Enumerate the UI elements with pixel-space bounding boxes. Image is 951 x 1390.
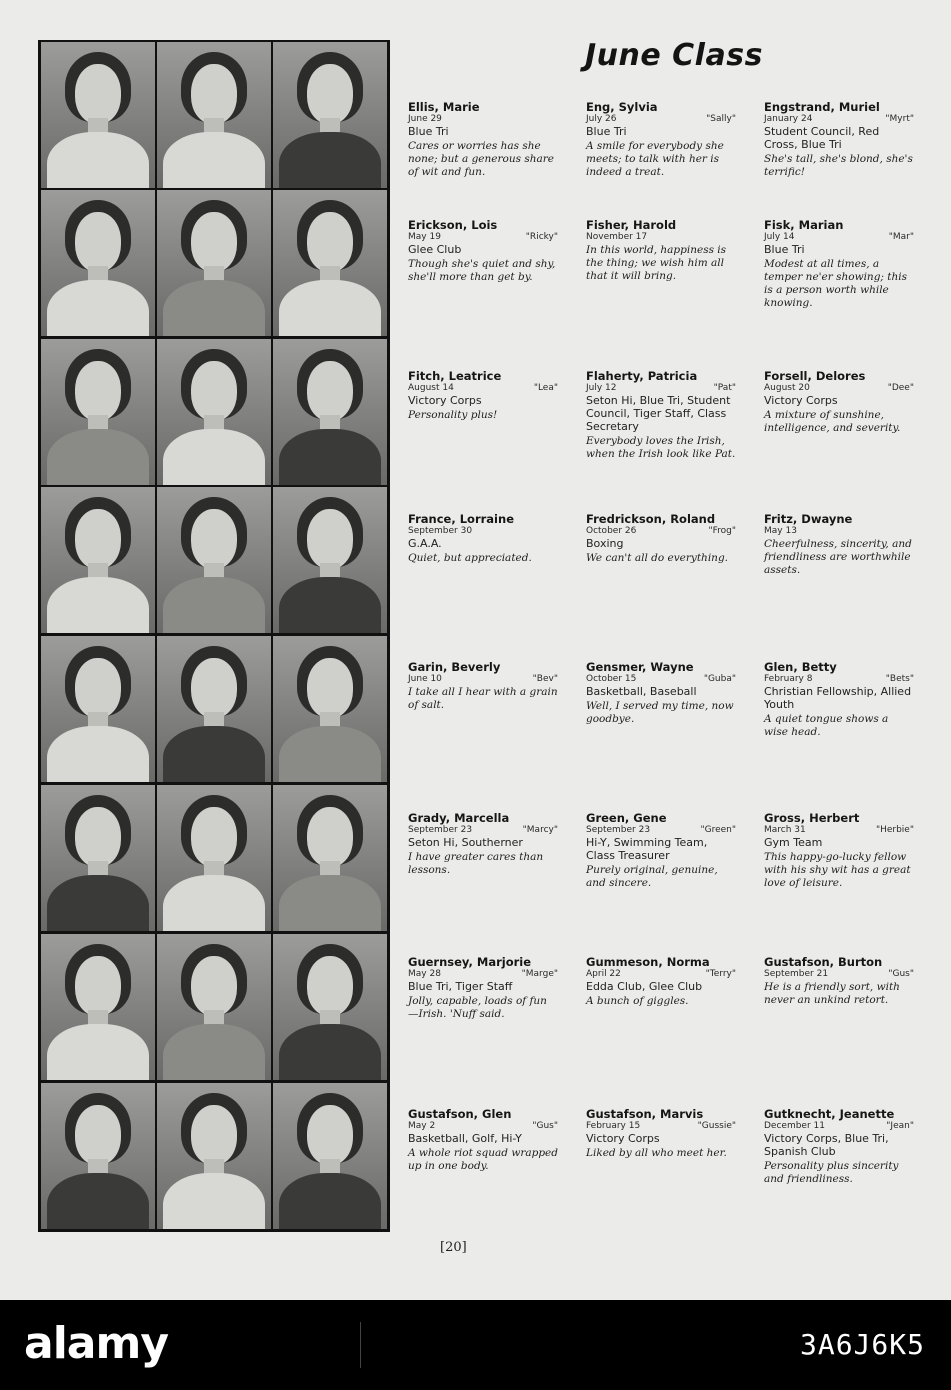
- student-name: Glen, Betty: [764, 660, 837, 674]
- birth-date: June 10: [408, 674, 442, 684]
- portrait-photo: [41, 487, 155, 633]
- activities: G.A.A.: [408, 537, 442, 550]
- student-name: Guernsey, Marjorie: [408, 955, 532, 969]
- birth-date-row: [408, 232, 558, 242]
- birth-date-row: [586, 825, 736, 835]
- birth-date-row: [586, 114, 736, 124]
- birth-date: February 15: [586, 1121, 641, 1131]
- student-entry: [586, 100, 736, 179]
- nickname: "Gussie": [697, 1121, 736, 1131]
- portrait-photo: [157, 636, 271, 782]
- activities: Glee Club: [408, 243, 462, 256]
- activities: Basketball, Golf, Hi-Y: [408, 1132, 522, 1145]
- activities: Blue Tri: [586, 125, 627, 138]
- nickname: "Bev": [532, 674, 558, 684]
- birth-date: September 30: [408, 526, 473, 536]
- nickname: "Ricky": [525, 232, 558, 242]
- birth-date-row: [408, 969, 558, 979]
- birth-date: June 29: [408, 114, 442, 124]
- student-name: Gustafson, Marvis: [586, 1107, 704, 1121]
- portrait-photo: [41, 636, 155, 782]
- birth-date-row: [764, 1121, 914, 1131]
- nickname: "Marcy": [522, 825, 558, 835]
- birth-date-row: [586, 232, 736, 242]
- portrait-photo: [273, 1083, 387, 1229]
- page-title: June Class: [585, 38, 763, 73]
- nickname: "Dee": [887, 383, 914, 393]
- student-name: Ellis, Marie: [408, 100, 480, 114]
- student-name: Garin, Beverly: [408, 660, 501, 674]
- student-name: Fisk, Marian: [764, 218, 844, 232]
- birth-date: April 22: [586, 969, 621, 979]
- student-entry: [586, 512, 736, 565]
- portrait-photo: [41, 339, 155, 485]
- nickname: "Jean": [886, 1121, 914, 1131]
- birth-date: September 23: [586, 825, 651, 835]
- activities: Gym Team: [764, 836, 823, 849]
- portrait-photo: [273, 934, 387, 1080]
- student-entry: [408, 218, 558, 284]
- student-name: Gummeson, Norma: [586, 955, 710, 969]
- student-entry: [764, 218, 914, 310]
- quote: We can't all do everything.: [586, 552, 729, 564]
- student-entry: [586, 218, 736, 283]
- birth-date: August 14: [408, 383, 454, 393]
- student-name: Fredrickson, Roland: [586, 512, 716, 526]
- birth-date: May 2: [408, 1121, 436, 1131]
- student-entry: [408, 1107, 558, 1173]
- nickname: "Mar": [888, 232, 914, 242]
- birth-date: July 14: [764, 232, 795, 242]
- birth-date-row: [764, 526, 914, 536]
- student-entry: [764, 955, 914, 1007]
- student-entry: [408, 512, 558, 565]
- quote: I have greater cares than lessons.: [408, 851, 544, 876]
- birth-date-row: [586, 969, 736, 979]
- student-entry: [408, 369, 558, 422]
- quote: Modest at all times, a temper ne'er showing; this is a person worth while knowing.: [764, 258, 908, 309]
- student-name: Grady, Marcella: [408, 811, 510, 825]
- nickname: "Gus": [532, 1121, 558, 1131]
- birth-date: May 28: [408, 969, 441, 979]
- portrait-photo: [41, 934, 155, 1080]
- birth-date: February 8: [764, 674, 813, 684]
- nickname: "Lea": [533, 383, 558, 393]
- activities: Hi-Y, Swimming Team, Class Treasurer: [586, 836, 708, 862]
- activities: Boxing: [586, 537, 624, 550]
- quote: Quiet, but appreciated.: [408, 552, 532, 564]
- portrait-photo: [157, 934, 271, 1080]
- birth-date-row: [586, 526, 736, 536]
- portrait-photo: [157, 785, 271, 931]
- portrait-photo: [157, 190, 271, 336]
- student-entry: [764, 100, 914, 179]
- birth-date-row: [764, 969, 914, 979]
- student-entry: [408, 811, 558, 877]
- birth-date-row: [586, 1121, 736, 1131]
- quote: I take all I hear with a grain of salt.: [408, 686, 558, 711]
- student-name: Gutknecht, Jeanette: [764, 1107, 895, 1121]
- quote: A bunch of giggles.: [586, 995, 689, 1007]
- quote: Everybody loves the Irish, when the Irish look like Pat.: [586, 435, 736, 460]
- quote: Though she's quiet and shy, she'll more than get by.: [408, 258, 556, 283]
- student-name: France, Lorraine: [408, 512, 514, 526]
- student-entry: [764, 512, 914, 577]
- student-name: Engstrand, Muriel: [764, 100, 880, 114]
- student-name: Gensmer, Wayne: [586, 660, 694, 674]
- student-entry: [764, 811, 914, 890]
- portrait-photo: [273, 339, 387, 485]
- activities: Edda Club, Glee Club: [586, 980, 703, 993]
- portrait-photo: [273, 42, 387, 188]
- nickname: "Guba": [703, 674, 736, 684]
- page-number: [20]: [440, 1240, 467, 1255]
- birth-date-row: [586, 674, 736, 684]
- image-code: 3A6J6K5: [799, 1328, 925, 1361]
- student-entry: [586, 811, 736, 890]
- quote: A smile for everybody she meets; to talk with her is indeed a treat.: [586, 140, 724, 178]
- activities: Victory Corps, Blue Tri, Spanish Club: [764, 1132, 889, 1158]
- birth-date-row: [764, 114, 914, 124]
- portrait-photo: [41, 190, 155, 336]
- portrait-photo: [273, 190, 387, 336]
- birth-date: August 20: [764, 383, 810, 393]
- nickname: "Marge": [521, 969, 558, 979]
- birth-date: March 31: [764, 825, 806, 835]
- quote: A quiet tongue shows a wise head.: [764, 713, 889, 738]
- birth-date-row: [764, 674, 914, 684]
- portrait-photo: [41, 1083, 155, 1229]
- student-name: Fritz, Dwayne: [764, 512, 853, 526]
- nickname: "Gus": [888, 969, 914, 979]
- portrait-photo: [157, 1083, 271, 1229]
- birth-date-row: [408, 1121, 558, 1131]
- portrait-photo: [273, 636, 387, 782]
- birth-date-row: [764, 383, 914, 393]
- activities: Blue Tri: [408, 125, 449, 138]
- nickname: "Frog": [708, 526, 736, 536]
- birth-date: November 17: [586, 232, 648, 242]
- student-name: Erickson, Lois: [408, 218, 498, 232]
- birth-date: July 12: [586, 383, 617, 393]
- quote: Cheerfulness, sincerity, and friendliness are worthwhile assets.: [764, 538, 912, 576]
- portrait-photo: [273, 785, 387, 931]
- birth-date-row: [764, 232, 914, 242]
- portrait-photo: [157, 42, 271, 188]
- quote: Well, I served my time, now goodbye.: [586, 700, 734, 725]
- quote: This happy-go-lucky fellow with his shy wit has a great love of leisure.: [764, 851, 911, 889]
- birth-date: September 21: [764, 969, 829, 979]
- quote: He is a friendly sort, with never an unkind retort.: [764, 981, 900, 1006]
- quote: Purely original, genuine, and sincere.: [586, 864, 718, 889]
- quote: A whole riot squad wrapped up in one body.: [408, 1147, 558, 1172]
- birth-date-row: [586, 383, 736, 393]
- footer-divider: [360, 1322, 361, 1368]
- student-name: Flaherty, Patricia: [586, 369, 698, 383]
- birth-date-row: [408, 825, 558, 835]
- activities: Seton Hi, Blue Tri, Student Council, Tiger Staff, Class Secretary: [586, 394, 731, 433]
- birth-date-row: [408, 526, 558, 536]
- birth-date: May 19: [408, 232, 441, 242]
- birth-date-row: [408, 674, 558, 684]
- student-name: Fitch, Leatrice: [408, 369, 502, 383]
- student-entry: [408, 660, 558, 712]
- student-name: Fisher, Harold: [586, 218, 677, 232]
- nickname: "Herbie": [875, 825, 914, 835]
- birth-date: January 24: [764, 114, 813, 124]
- student-entry: [586, 1107, 736, 1160]
- birth-date-row: [764, 825, 914, 835]
- student-name: Forsell, Delores: [764, 369, 866, 383]
- portrait-photo: [273, 487, 387, 633]
- birth-date: December 11: [764, 1121, 825, 1131]
- nickname: "Pat": [713, 383, 736, 393]
- nickname: "Myrt": [885, 114, 914, 124]
- activities: Victory Corps: [586, 1132, 660, 1145]
- activities: Basketball, Baseball: [586, 685, 697, 698]
- birth-date: October 26: [586, 526, 637, 536]
- student-entry: [408, 955, 558, 1021]
- activities: Victory Corps: [408, 394, 482, 407]
- portrait-photo: [157, 487, 271, 633]
- quote: She's tall, she's blond, she's terrific!: [764, 153, 913, 178]
- nickname: "Sally": [706, 114, 736, 124]
- activities: Victory Corps: [764, 394, 838, 407]
- birth-date-row: [408, 114, 558, 124]
- quote: Cares or worries has she none; but a generous share of wit and fun.: [408, 140, 554, 178]
- stock-footer: [0, 1300, 951, 1390]
- student-entry: [586, 660, 736, 726]
- quote: A mixture of sunshine, intelligence, and severity.: [764, 409, 901, 434]
- student-name: Green, Gene: [586, 811, 667, 825]
- birth-date: May 13: [764, 526, 797, 536]
- student-entry: [586, 955, 736, 1008]
- student-name: Gustafson, Glen: [408, 1107, 512, 1121]
- quote: Personality plus!: [408, 409, 498, 421]
- student-name: Gross, Herbert: [764, 811, 860, 825]
- nickname: "Terry": [705, 969, 736, 979]
- student-entry: [408, 100, 558, 179]
- student-entry: [586, 369, 736, 461]
- student-name: Eng, Sylvia: [586, 100, 658, 114]
- activities: Seton Hi, Southerner: [408, 836, 523, 849]
- quote: Liked by all who meet her.: [586, 1147, 727, 1159]
- student-name: Gustafson, Burton: [764, 955, 883, 969]
- birth-date: October 15: [586, 674, 637, 684]
- nickname: "Bets": [885, 674, 914, 684]
- portrait-photo: [41, 42, 155, 188]
- nickname: "Green": [700, 825, 736, 835]
- brand-wordmark: alamy: [24, 1318, 168, 1369]
- activities: Blue Tri, Tiger Staff: [408, 980, 513, 993]
- portrait-grid: [38, 40, 390, 1232]
- student-entry: [764, 1107, 914, 1186]
- birth-date: September 23: [408, 825, 473, 835]
- portrait-photo: [41, 785, 155, 931]
- quote: In this world, happiness is the thing; we wish him all that it will bring.: [586, 244, 727, 282]
- portrait-photo: [157, 339, 271, 485]
- activities: Blue Tri: [764, 243, 805, 256]
- activities: Student Council, Red Cross, Blue Tri: [764, 125, 880, 151]
- birth-date: July 26: [586, 114, 617, 124]
- student-entry: [764, 369, 914, 435]
- activities: Christian Fellowship, Allied Youth: [764, 685, 912, 711]
- student-entry: [764, 660, 914, 739]
- quote: Personality plus sincerity and friendliness.: [764, 1160, 899, 1185]
- birth-date-row: [408, 383, 558, 393]
- quote: Jolly, capable, loads of fun —Irish. 'Nuff said.: [408, 995, 547, 1020]
